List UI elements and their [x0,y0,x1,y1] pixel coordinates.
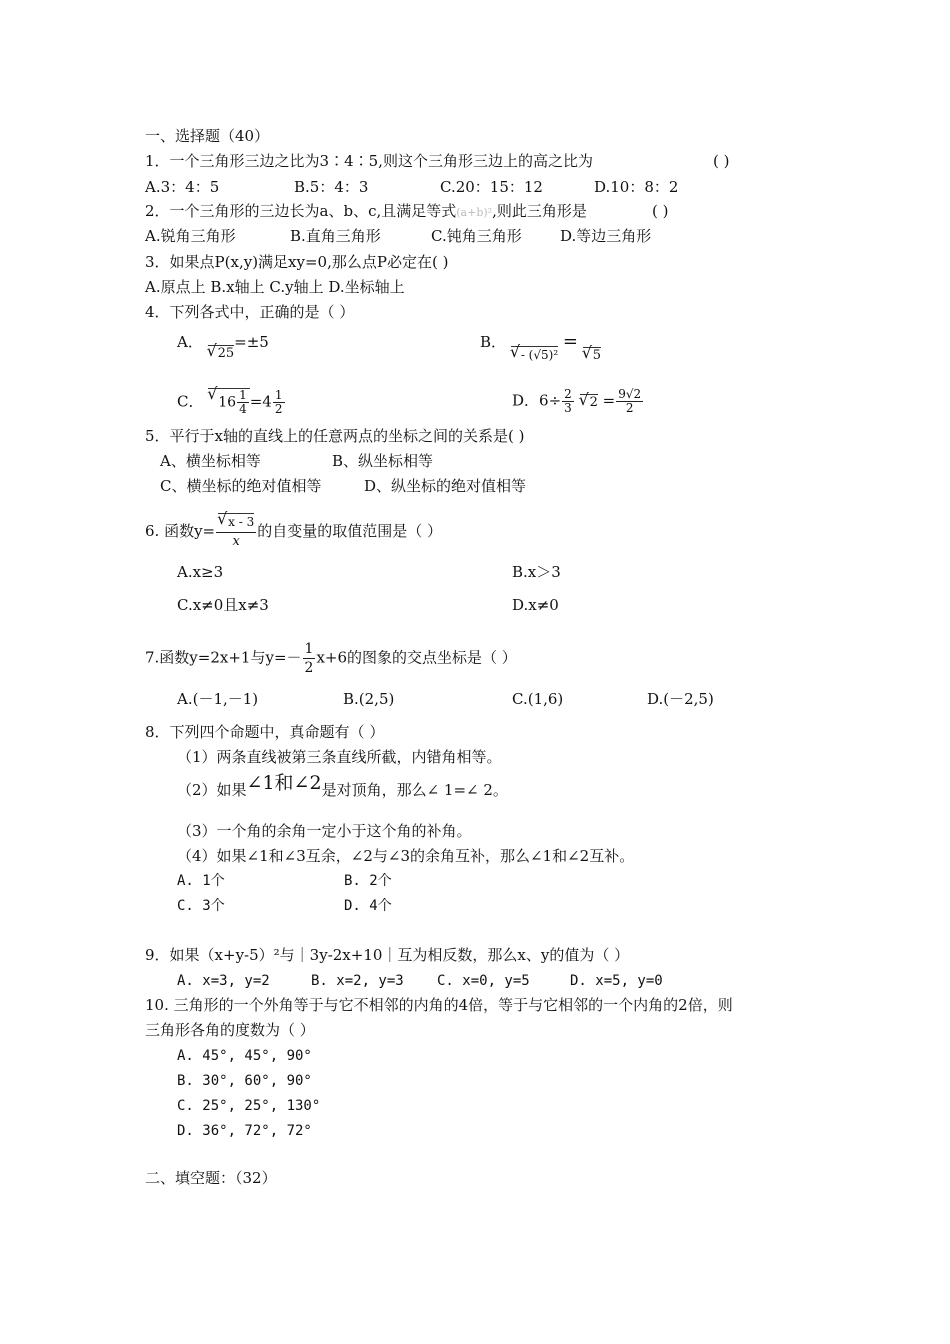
q5-option-c: C、横坐标的绝对值相等 [160,477,322,495]
q5-option-a: A、横坐标相等 [160,452,261,470]
q5-option-b: B、纵坐标相等 [332,452,434,470]
q7-text [145,640,517,677]
q8-s2-pre: （2）如果 [177,781,247,799]
q4-b-eq: = [562,331,579,352]
q2-option-b: B.直角三角形 [290,227,381,245]
q3-options: A.原点上 B.x轴上 C.y轴上 D.坐标轴上 [145,278,405,296]
q1-option-d: D.10：8：2 [594,178,679,196]
section-2-title: 二、填空题：（32） [145,1169,277,1187]
q1-paren: ( ) [713,152,730,170]
q1-option-b: B.5：4：3 [294,178,369,196]
q1-text: 1．一个三角形三边之比为3∶4∶5,则这个三角形三边上的高之比为 [145,152,593,170]
q10-option-b: B. 30°, 60°, 90° [177,1073,312,1089]
q9-text: 9．如果（x+y-5）²与｜3y-2x+10｜互为相反数，那么x、y的值为（ ） [145,946,630,964]
q4-c-frac: $\frac{1}{2}$ [274,388,283,416]
q4-option-d: D．6÷ $\frac{2}{3}$ √ 2 = $\frac{9√2}{2}$ [512,388,644,415]
q4-b-rhs: √ 5 [583,347,601,364]
q10-line-2: 三角形各角的度数为（ ） [145,1021,315,1039]
q9-option-a: A. x=3, y=2 [177,973,270,989]
q6-option-b: B.x＞3 [512,563,561,581]
q4-d-label: D．6÷ [512,391,562,410]
q1-option-a: A.3：4：5 [145,178,220,196]
q6-pre: 6. 函数y= [145,522,216,540]
q4-c-radical: √ 16 $\frac{1}{4}$ [208,388,249,416]
q10-option-c: C. 25°, 25°, 130° [177,1098,321,1114]
q8-statement-2 [177,772,508,800]
q7-pre: 7.函数y=2x+1与y=－ [145,648,302,667]
q9-option-b: B. x=2, y=3 [311,973,404,989]
q8-statement-3: （3）一个角的余角一定小于这个角的补角。 [177,822,472,840]
q6-text [145,513,442,551]
q7-post: x+6的图象的交点坐标是（ ） [316,648,517,667]
q8-text: 8．下列四个命题中，真命题有（ ） [145,723,385,741]
q4-a-radical: √ 25 [208,345,235,362]
q4-option-a [177,332,269,361]
q6-option-d: D.x≠0 [512,596,559,614]
q4-option-b [480,331,602,363]
q10-line-1: 10. 三角形的一个外角等于与它不相邻的内角的4倍，等于与它相邻的一个内角的2倍，则 [145,996,733,1014]
q8-statement-4: （4）如果∠1和∠3互余，∠2与∠3的余角互补，那么∠1和∠2互补。 [177,847,635,865]
q2-option-a: A.锐角三角形 [145,227,236,245]
q6-post: 的自变量的取值范围是（ ） [257,522,442,540]
q10-option-d: D. 36°, 72°, 72° [177,1123,312,1139]
q4-a-rhs: =±5 [234,333,269,351]
q8-option-c: C. 3个 [177,898,225,914]
q2-option-c: C.钝角三角形 [431,227,522,245]
q2-option-d: D.等边三角形 [560,227,652,245]
q8-option-b: B. 2个 [344,873,392,889]
q7-option-c: C.(1,6) [512,690,564,708]
q8-statement-1: （1）两条直线被第三条直线所截，内错角相等。 [177,748,502,766]
q6-option-c: C.x≠0且x≠3 [177,596,269,614]
q4-c-label: C． [177,392,204,411]
section-1-title: 一、选择题（40） [145,127,270,145]
q4-a-label: A． [177,333,203,351]
q2-text-post: ,则此三角形是 [492,202,587,220]
q8-option-a: A. 1个 [177,873,225,889]
q2-text [145,201,587,223]
q6-option-a: A.x≥3 [177,563,224,581]
q2-paren: ( ) [652,202,669,220]
q4-b-radical: √ - (√5)² [511,346,558,363]
q7-option-b: B.(2,5) [343,690,395,708]
q8-s2-math: ∠1和∠2 [246,772,322,794]
q2-text-pre: 2．一个三角形的三边长为a、b、c,且满足等式 [145,202,457,220]
q4-d-eq: = [602,391,616,410]
q7-frac: $\frac{1}{2}$ [304,641,314,676]
q4-b-label: B． [480,333,507,351]
q3-text: 3．如果点P(x,y)满足xy=0,那么点P必定在( ) [145,253,449,271]
q9-option-c: C. x=0, y=5 [437,973,530,989]
q4-text: 4．下列各式中，正确的是（ ） [145,303,355,321]
q1-option-c: C.20：15：12 [440,178,543,196]
q7-option-a: A.(－1,－1) [177,690,259,708]
q9-option-d: D. x=5, y=0 [570,973,663,989]
q8-option-d: D. 4个 [344,898,392,914]
q7-option-d: D.(－2,5) [647,690,714,708]
q4-option-c [177,388,286,416]
q2-equation-faded: (a+b)² [456,206,493,219]
q4-c-eq: =4 [249,392,272,411]
q5-text: 5．平行于x轴的直线上的任意两点的坐标之间的关系是( ) [145,427,525,445]
q5-option-d: D、纵坐标的绝对值相等 [364,477,527,495]
q4-d-radical: √ 2 [580,394,598,411]
q10-option-a: A. 45°, 45°, 90° [177,1048,312,1064]
q6-frac: √ $\frac{x - 3}{x}$ [216,513,256,551]
q8-s2-post: 是对顶角，那么∠ 1=∠ 2。 [321,781,508,799]
